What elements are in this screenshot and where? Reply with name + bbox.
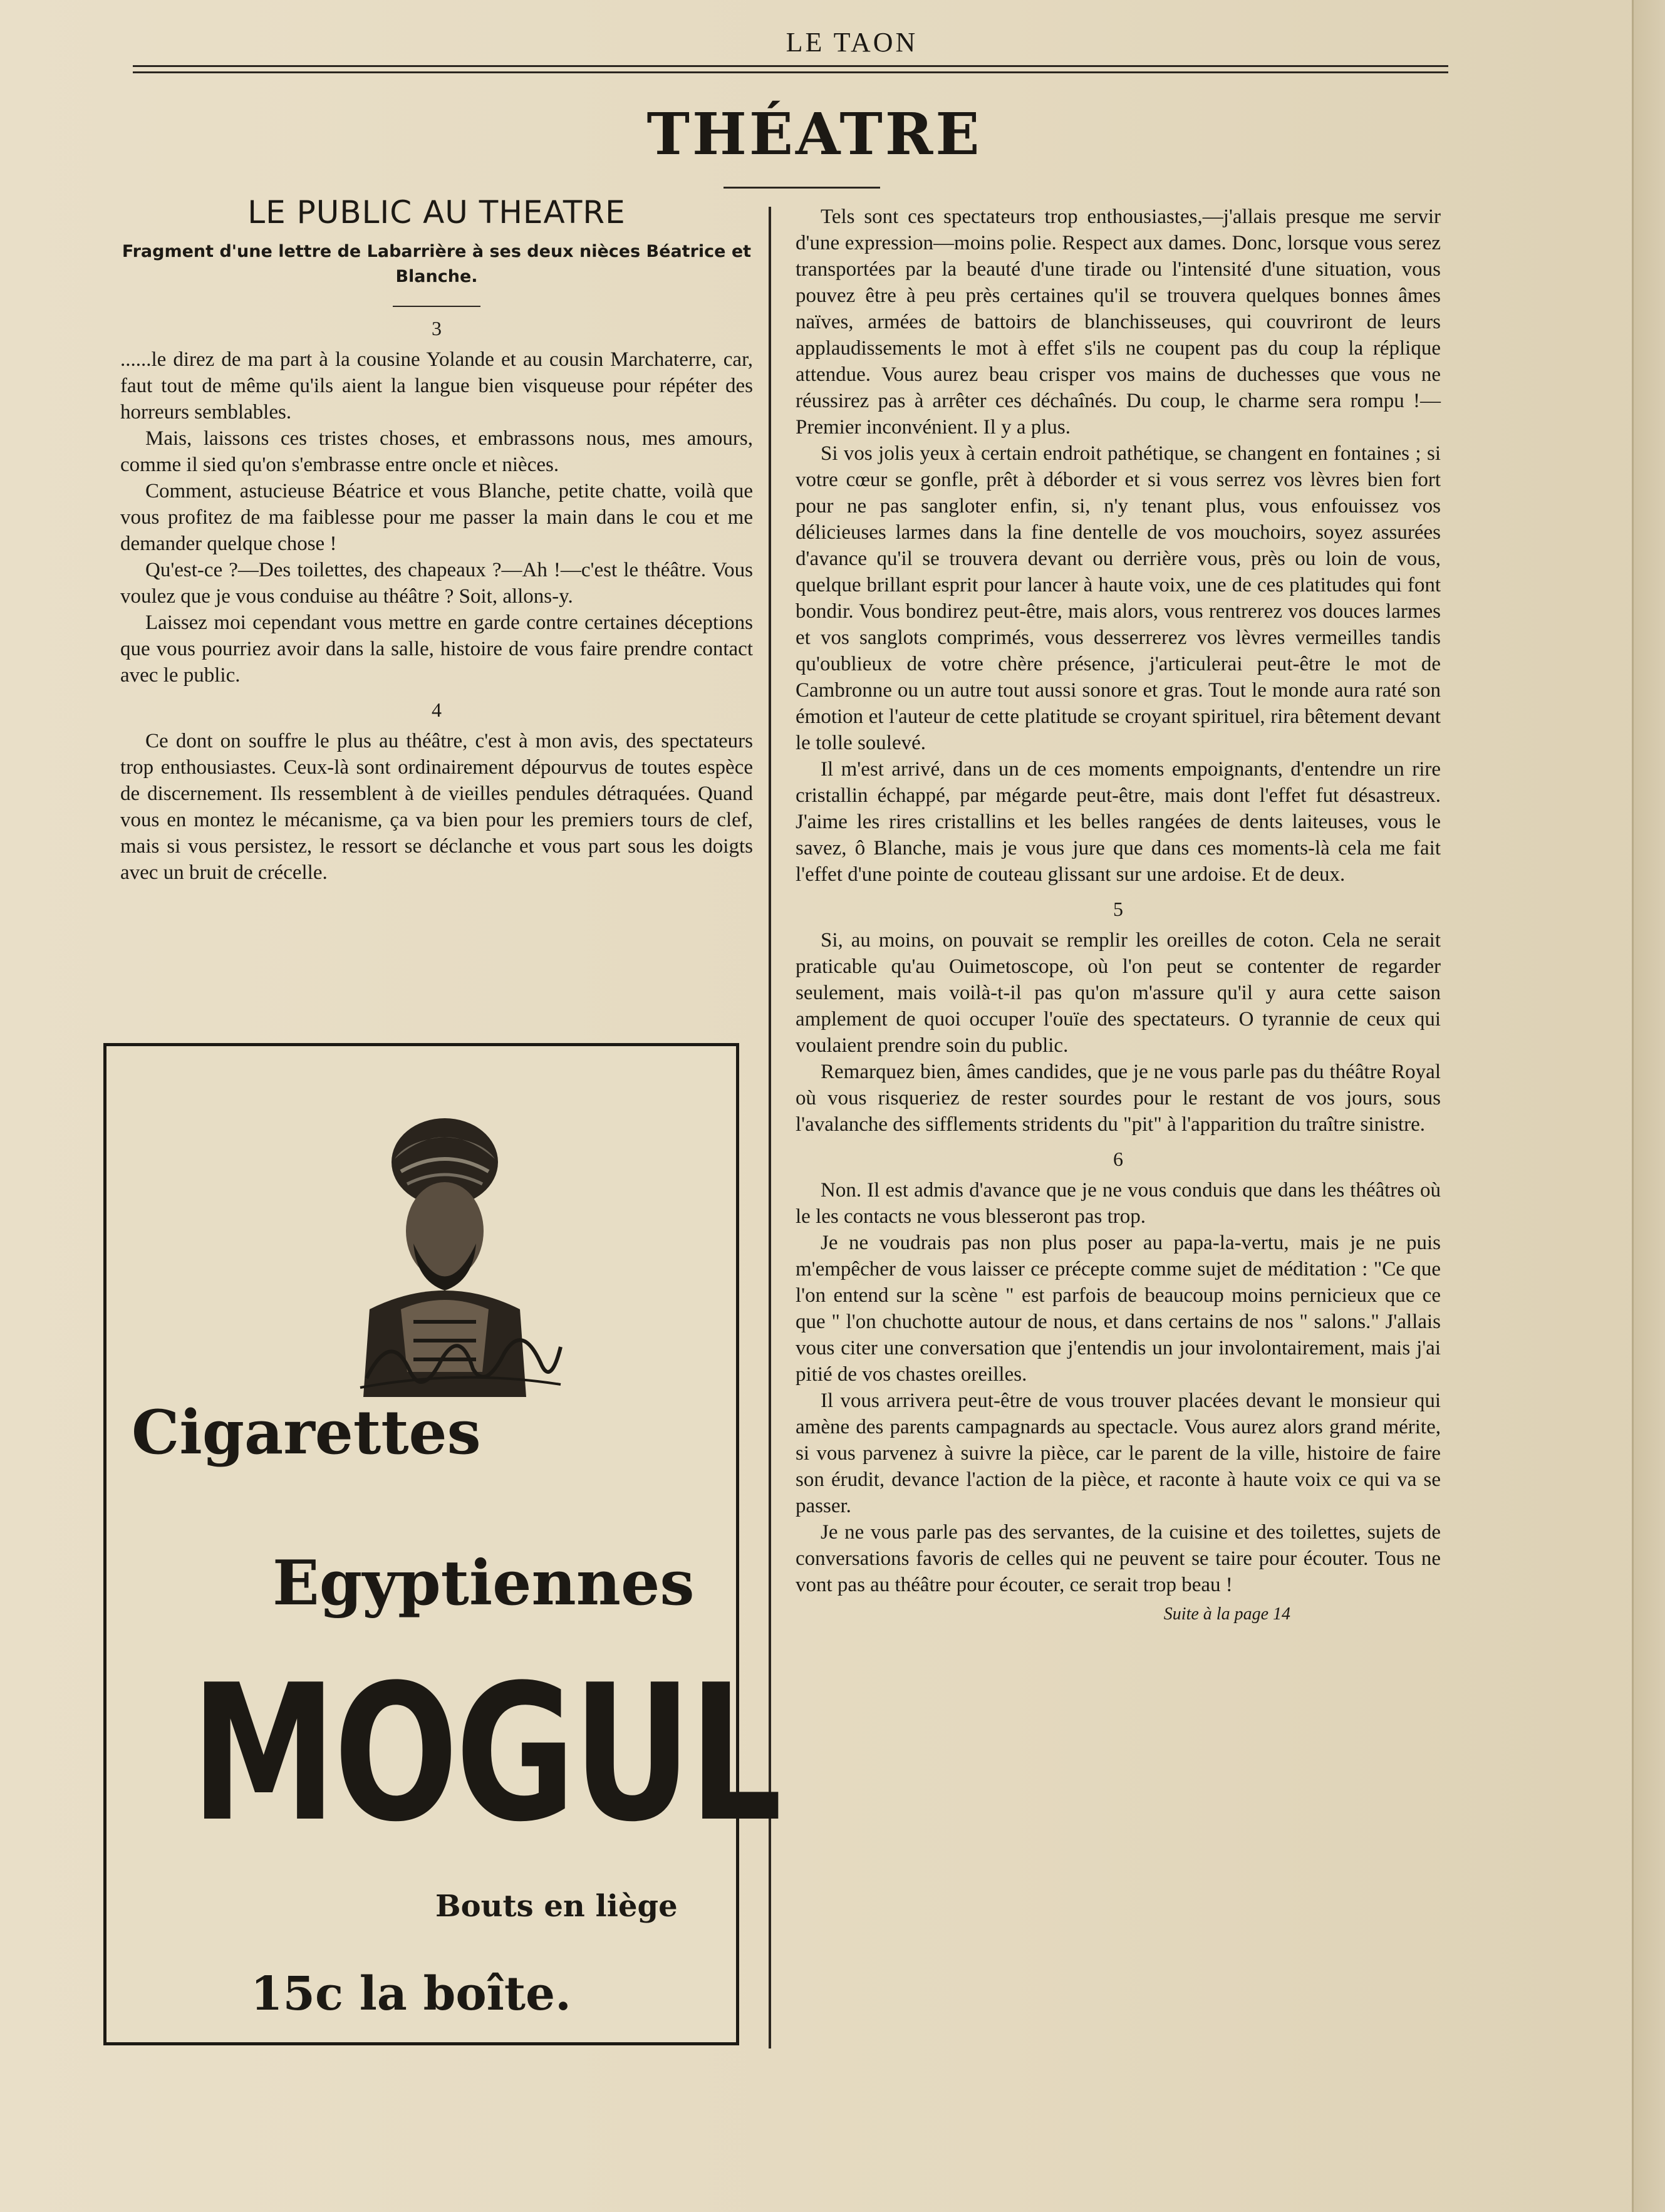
mogul-cigarettes-ad (103, 1043, 780, 2045)
paragraph: Laissez moi cependant vous mettre en garde contre certaines déceptions que vous pourriez avoir dans la salle, histoire de vous faire prendre contact avec le public. (120, 611, 753, 687)
ad-price: 15c la boîte. (251, 1967, 571, 2021)
section-title-rule (724, 187, 880, 189)
article-title: LE PUBLIC AU THEATRE (247, 194, 626, 231)
section-title: THÉATRE (646, 100, 982, 168)
running-head: LE TAON (786, 27, 918, 58)
continued-notice: Suite à la page 14 (1163, 1604, 1290, 1624)
paragraph: Qu'est-ce ?—Des toilettes, des chapeaux ?—Ah !—c'est le théâtre. Vous voulez que je vous conduise au théâtre ? Soit, allons-y. (120, 559, 753, 608)
header-rule-top (133, 65, 1448, 67)
paragraph: Si, au moins, on pouvait se remplir les oreilles de coton. Cela ne serait praticable qu'au Ouimetoscope, où l'on peut se contenter de regarder seulement, mais voilà-t-il pas qu'on m'assure qu'il y aura cette saison amplement de quoi occuper l'ouïe des spectateurs. O tyrannie de ceux qui voulaient prendre soin du public. (796, 929, 1441, 1057)
section-number-4: 4 (432, 698, 442, 721)
paragraph: Il m'est arrivé, dans un de ces moments empoignants, d'entendre un rire cristallin échappé, par mégarde peut-être, mais dont l'effet fut désastreux. J'aime les rires cristallins et les belles rangées de dents laiteuses, vous le savez, ô Blanche, mais je vous jure que dans ces moments-là cela me fait l'effet d'une pointe de couteau glissant sur une ardoise. Et de deux. (796, 758, 1441, 886)
left-column (120, 194, 753, 886)
adjacent-page-edge (1632, 0, 1665, 2212)
paragraph: Ce dont on souffre le plus au théâtre, c'est à mon avis, des spectateurs trop enthousiastes. Ceux-là sont ordinairement dépourvus de toutes espèce de discernement. Ils ressemblent à de vieilles pendules détraquées. Quand vous en montez le mécanisme, ça va bien pour les premiers tours de clef, mais si vous persistez, le ressort se déclanche et vous part sous les doigts avec un bruit de crécelle. (120, 730, 753, 884)
paragraph: Comment, astucieuse Béatrice et vous Blanche, petite chatte, voilà que vous profitez de ma faiblesse pour me passer la main dans le cou et me demander quelque chose ! (120, 480, 753, 555)
section-number-3: 3 (432, 317, 442, 340)
ad-egyptiennes: Egyptiennes (272, 1547, 695, 1619)
section-number-5: 5 (1113, 898, 1123, 920)
subtitle-rule (393, 306, 480, 307)
anargyros-signature-icon (354, 1309, 567, 1403)
right-column (796, 204, 1441, 1624)
paragraph: Je ne vous parle pas des servantes, de la cuisine et des toilettes, sujets de conversations favoris de celles qui ne peuvent se taire pour écouter. Tous ne vont pas au théâtre pour écouter, ce serait trop beau ! (796, 1521, 1441, 1596)
paragraph: Si vos jolis yeux à certain endroit pathétique, se changent en fontaines ; si votre cœur se gonfle, prêt à déborder et si vous serrez vos lèvres bien fort pour ne pas sangloter enfin, si, n'y tenant plus, vous enfouissez vos délicieuses larmes dans la fine dentelle de vos mouchoirs, soyez assurées d'avance qu'il se trouvera devant ou derrière vous, près ou loin de vous, quelque brillant esprit pour lancer à haute voix, une de ces platitudes qui font bondir. Vous bondirez peut-être, mais alors, vous rentrerez vos douces larmes et vos sanglots comprimés, vous desserrerez vos lèvres vermeilles tandis qu'oublieux de votre chère présence, j'articulerai peut-être le mot de Cambronne ou un autre tout aussi sonore et gras. Tout le monde aura raté son émotion et l'auteur de cette platitude se croyant spirituel, rira bêtement devant le tolle soulevé. (796, 442, 1441, 754)
ad-brand-mogul: MOGUL (190, 1644, 780, 1863)
paragraph: Non. Il est admis d'avance que je ne vous conduis que dans les théâtres où le les contacts ne vous blesseront pas trop. (796, 1179, 1441, 1228)
paragraph: Tels sont ces spectateurs trop enthousiastes,—j'allais presque me servir d'une expression—moins polie. Respect aux dames. Donc, lorsque vous serez transportées par la beauté d'une tirade ou l'intensité d'une situation, vous pouvez être à peu près certaines qu'il se trouvera quelques bonnes âmes naïves, armées de battoirs de blanchisseuses, qui couvriront de leurs applaudissements le mot à effet s'ils ne coupent pas du coup la réplique attendue. Vous aurez beau crisper vos mains de duchesses que vous ne réussirez pas à arrêter ces déchaînés. Du coup, le charme sera rompu !—Premier inconvénient. Il y a plus. (796, 205, 1441, 439)
ad-cigarettes: Cigarettes (132, 1397, 481, 1468)
paragraph: Remarquez bien, âmes candides, que je ne vous parle pas du théâtre Royal où vous risqueriez de rester sourdes pour le restant de vos jours, sous l'avalanche des sifflements stridents du "pit" à l'apparition du traître sinistre. (796, 1061, 1441, 1136)
paragraph: Il vous arrivera peut-être de vous trouver placées devant le monsieur qui amène des parents campagnards au spectacle. Vous aurez alors grand mérite, si vous parvenez à suivre la pièce, car le parent de la ville, histoire de faire son érudit, devance l'action de la pièce, et raconte à haute voix ce qui va se passer. (796, 1389, 1441, 1517)
ad-bouts-en-liege: Bouts en liège (435, 1889, 678, 1924)
section-number-6: 6 (1113, 1148, 1123, 1170)
article-subtitle: Fragment d'une lettre de Labarrière à ses deux nièces Béatrice et Blanche. (122, 242, 752, 286)
header-rule-bottom (133, 71, 1448, 73)
paragraph: Je ne voudrais pas non plus poser au papa-la-vertu, mais je ne puis m'empêcher de vous laisser ce précepte comme sujet de méditation : "Ce que l'on entend sur la scène " est parfois de beaucoup moins pernicieux que ce que " l'on chuchotte autour de nous, et dans certains de nos " salons." J'allais vous citer une conversation que j'entendis un jour involontairement, mais j'ai pitié de vos chastes oreilles. (796, 1232, 1441, 1386)
paragraph: ......le direz de ma part à la cousine Yolande et au cousin Marchaterre, car, faut tout de même qu'ils aient la langue bien visqueuse pour répéter des horreurs semblables. (120, 348, 753, 423)
paragraph: Mais, laissons ces tristes choses, et embrassons nous, mes amours, comme il sied qu'on s'embrasse entre oncle et nièces. (120, 427, 753, 476)
